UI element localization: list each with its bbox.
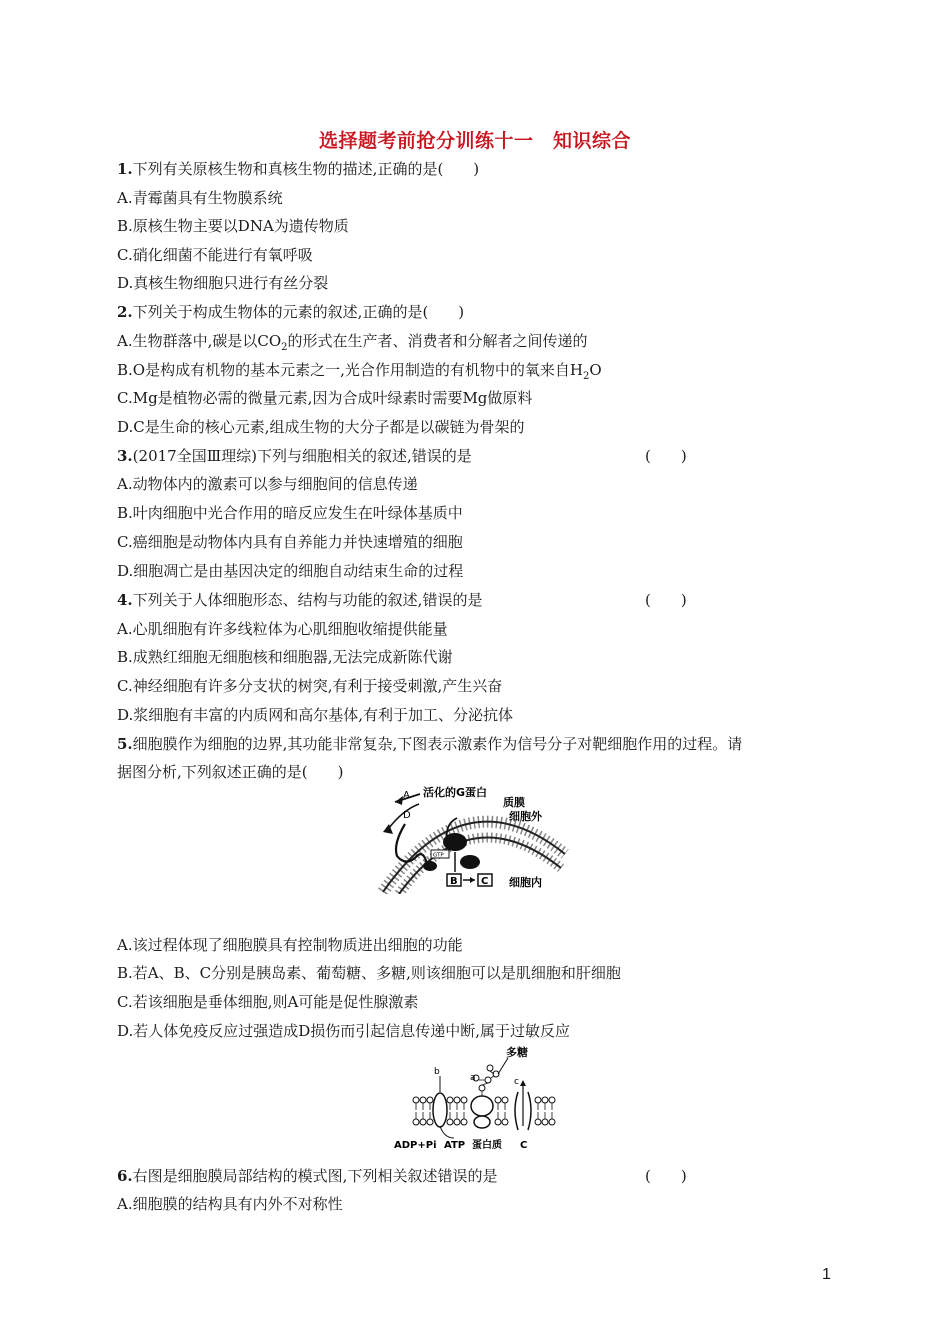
question-5-stem-cont: 据图分析,下列叙述正确的是( ) — [117, 763, 344, 781]
q2-option-d: D.C是生命的核心元素,组成生物的大分子都是以碳链为骨架的 — [117, 418, 525, 436]
label-a: A — [403, 790, 410, 801]
q2-option-a — [117, 331, 588, 358]
answer-bracket: ( ) — [645, 1167, 687, 1185]
question-text: 下列关于构成生物体的元素的叙述,正确的是( ) — [132, 303, 465, 321]
question-text: 下列有关原核生物和真核生物的描述,正确的是( ) — [132, 160, 480, 178]
option-text: B.O是构成有机物的基本元素之一,光合作用制造的有机物中的氧来自H — [117, 361, 583, 379]
label-b: b — [434, 1067, 440, 1077]
page-number: 1 — [822, 1266, 831, 1283]
label-polysaccharide: 多糖 — [506, 1046, 528, 1059]
q3-option-d: D.细胞凋亡是由基因决定的细胞自动结束生命的过程 — [117, 562, 464, 580]
answer-bracket: ( ) — [645, 591, 687, 609]
question-number: 1. — [117, 160, 133, 178]
q2-option-b — [117, 360, 602, 387]
membrane-structure-figure — [390, 1040, 570, 1152]
label-big-c: C — [520, 1140, 528, 1151]
label-activated-g-protein: 活化的G蛋白 — [423, 786, 488, 799]
membrane-signaling-figure — [375, 784, 575, 894]
label-b: B — [450, 876, 458, 887]
question-text: 细胞膜作为细胞的边界,其功能非常复杂,下图表示激素作为信号分子对靶细胞作用的过程。请 — [132, 735, 743, 753]
question-number: 5. — [117, 735, 133, 753]
label-adp-pi: ADP+Pi — [394, 1140, 437, 1151]
q1-option-d: D.真核生物细胞只进行有丝分裂 — [117, 274, 329, 292]
question-text: 下列关于人体细胞形态、结构与功能的叙述,错误的是 — [132, 591, 483, 609]
label-c: C — [481, 876, 489, 887]
option-text: A.生物群落中,碳是以CO — [117, 332, 282, 350]
page-title: 选择题考前抢分训练十一 知识综合 — [318, 130, 631, 152]
question-number: 4. — [117, 591, 133, 609]
question-number: 6. — [117, 1167, 133, 1185]
subscript: 2 — [582, 371, 590, 382]
label-c: c — [514, 1077, 519, 1087]
answer-bracket: ( ) — [645, 447, 687, 465]
label-a: a — [470, 1073, 476, 1083]
question-5-stem — [117, 734, 742, 754]
label-protein: 蛋白质 — [472, 1140, 502, 1151]
label-inside-cell: 细胞内 — [509, 876, 542, 889]
label-d: D — [403, 810, 411, 821]
label-outside-cell: 细胞外 — [509, 810, 542, 823]
q1-option-a: A.青霉菌具有生物膜系统 — [117, 189, 283, 207]
q6-option-a: A.细胞膜的结构具有内外不对称性 — [117, 1195, 343, 1213]
q5-option-b: B.若A、B、C分别是胰岛素、葡萄糖、多糖,则该细胞可以是肌细胞和肝细胞 — [117, 964, 621, 982]
subscript: 2 — [281, 342, 288, 353]
q4-option-c: C.神经细胞有许多分支状的树突,有利于接受刺激,产生兴奋 — [117, 677, 503, 695]
question-text: (2017全国Ⅲ理综)下列与细胞相关的叙述,错误的是 — [132, 447, 472, 465]
q3-option-a: A.动物体内的激素可以参与细胞间的信息传递 — [117, 475, 418, 493]
option-text-tail: O — [589, 361, 602, 379]
question-text: 右图是细胞膜局部结构的模式图,下列相关叙述错误的是 — [132, 1167, 498, 1185]
q4-option-d: D.浆细胞有丰富的内质网和高尔基体,有利于加工、分泌抗体 — [117, 706, 514, 724]
q5-option-a: A.该过程体现了细胞膜具有控制物质进出细胞的功能 — [117, 936, 463, 954]
q5-option-d: D.若人体免疫反应过强造成D损伤而引起信息传递中断,属于过敏反应 — [117, 1022, 571, 1040]
q3-option-b: B.叶肉细胞中光合作用的暗反应发生在叶绿体基质中 — [117, 504, 463, 522]
question-number: 3. — [117, 447, 133, 465]
question-2-stem — [117, 302, 464, 322]
question-3-stem — [117, 446, 472, 466]
q3-option-c: C.癌细胞是动物体内具有自养能力并快速增殖的细胞 — [117, 533, 463, 551]
q5-option-c: C.若该细胞是垂体细胞,则A可能是促性腺激素 — [117, 993, 419, 1011]
q4-option-a: A.心肌细胞有许多线粒体为心肌细胞收缩提供能量 — [117, 620, 448, 638]
question-4-stem — [117, 590, 482, 610]
question-6-stem — [117, 1166, 497, 1186]
q2-option-c: C.Mg是植物必需的微量元素,因为合成叶绿素时需要Mg做原料 — [117, 389, 533, 407]
gtp-label: GTP — [433, 852, 444, 859]
q1-option-c: C.硝化细菌不能进行有氧呼吸 — [117, 246, 313, 264]
q1-option-b: B.原核生物主要以DNA为遗传物质 — [117, 217, 349, 235]
q4-option-b: B.成熟红细胞无细胞核和细胞器,无法完成新陈代谢 — [117, 648, 453, 666]
option-text-tail: 的形式在生产者、消费者和分解者之间传递的 — [287, 332, 588, 350]
question-number: 2. — [117, 303, 133, 321]
label-plasma-membrane: 质膜 — [503, 796, 525, 809]
question-1-stem — [117, 159, 479, 179]
label-atp: ATP — [444, 1140, 466, 1151]
